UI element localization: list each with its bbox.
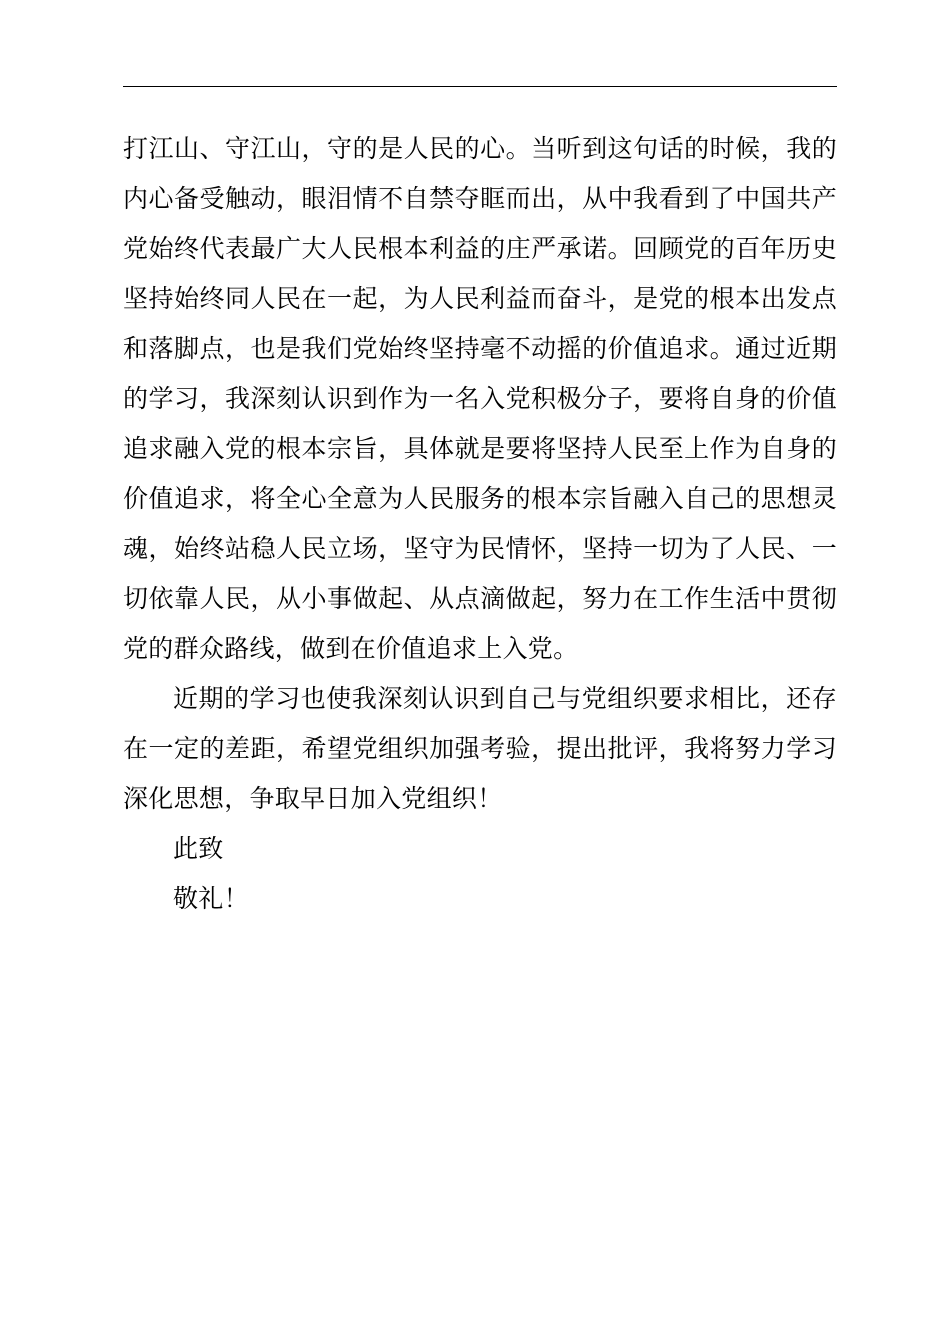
header-rule	[123, 86, 837, 87]
paragraph-continued: 打江山、守江山，守的是人民的心。当听到这句话的时候，我的内心备受触动，眼泪情不自禁夺眶而出，从中我看到了中国共产党始终代表最广大人民根本利益的庄严承诺。回顾党的百年历史坚持始终同人民在一起，为人民利益而奋斗，是党的根本出发点和落脚点，也是我们党始终坚持毫不动摇的价值追求。通过近期的学习，我深刻认识到作为一名入党积极分子，要将自身的价值追求融入党的根本宗旨，具体就是要将坚持人民至上作为自身的价值追求，将全心全意为人民服务的根本宗旨融入自己的思想灵魂，始终站稳人民立场，坚守为民情怀，坚持一切为了人民、一切依靠人民，从小事做起、从点滴做起，努力在工作生活中贯彻党的群众路线，做到在价值追求上入党。	[123, 134, 837, 663]
closing-phrase: 此致	[173, 834, 224, 863]
letter-body	[123, 124, 837, 924]
salutation: 敬礼！	[173, 884, 249, 913]
paragraph-reflection: 近期的学习也使我深刻认识到自己与党组织要求相比，还存在一定的差距，希望党组织加强考验，提出批评，我将努力学习深化思想，争取早日加入党组织！	[123, 684, 837, 813]
